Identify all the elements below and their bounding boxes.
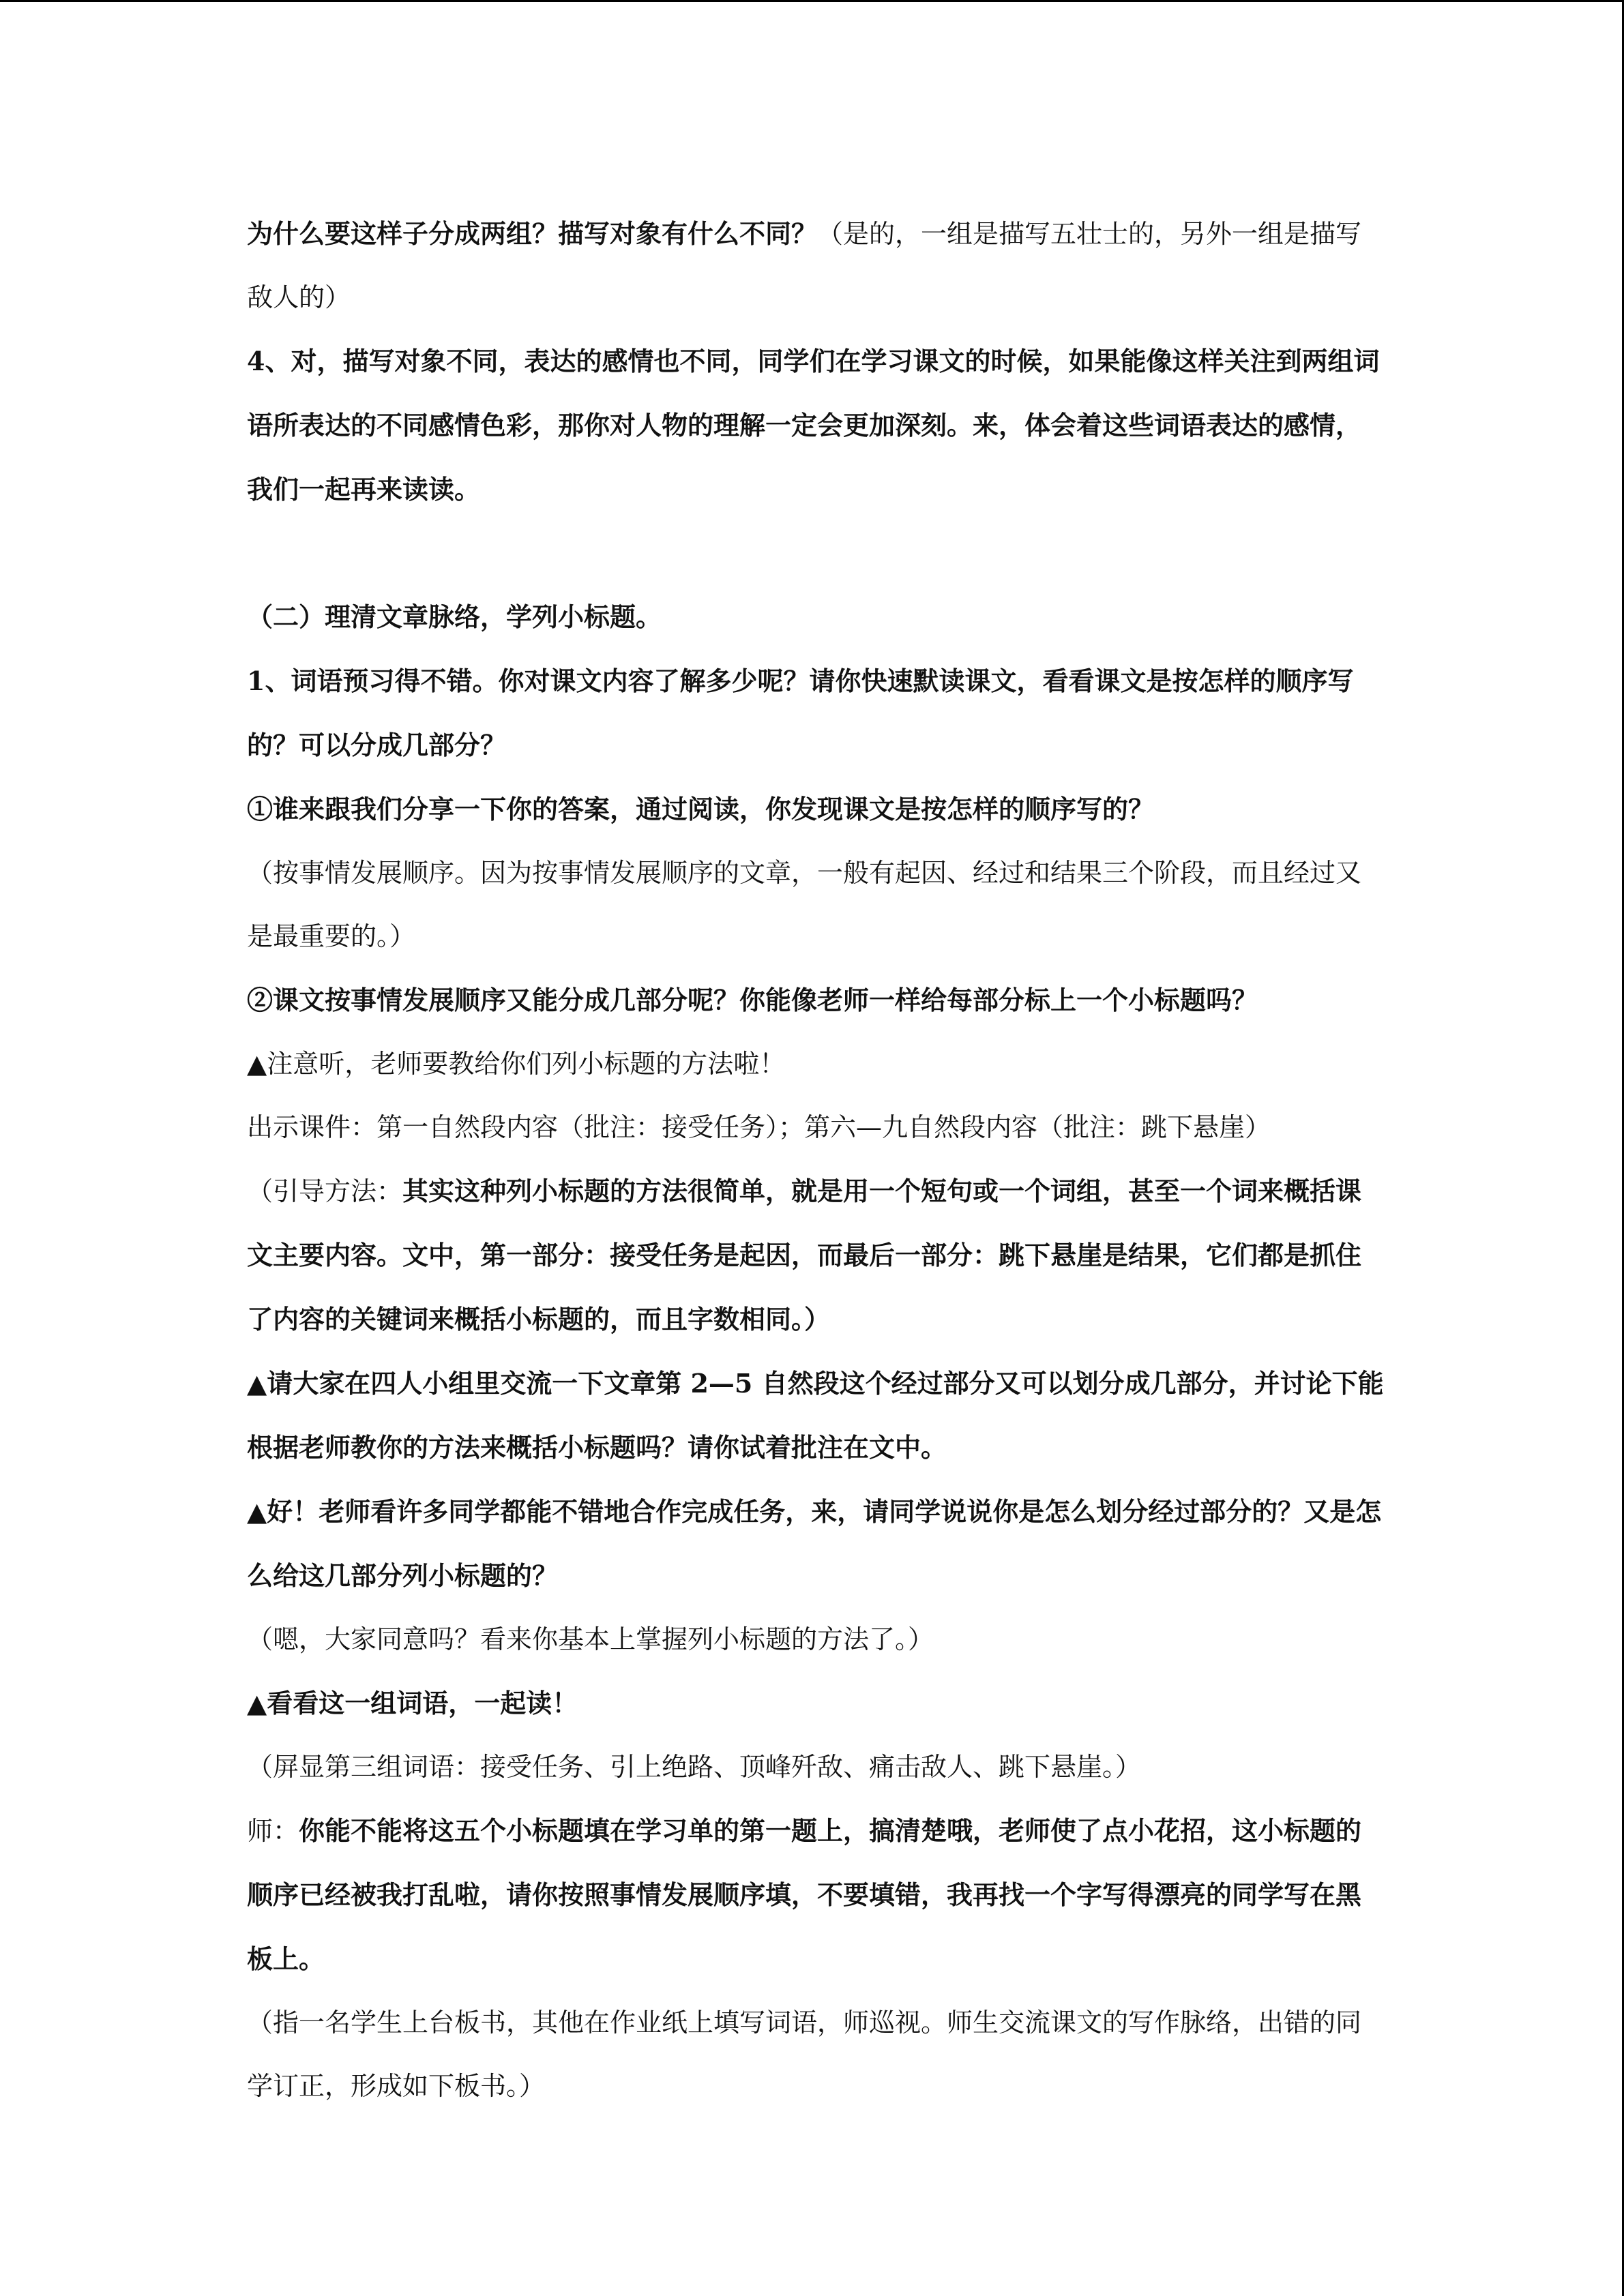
text-segment: ▲看看这一组词语，一起读！ bbox=[247, 1688, 578, 1718]
text-segment: （嗯，大家同意吗？看来你基本上掌握列小标题的方法了。） bbox=[247, 1624, 934, 1654]
text-segment: （二）理清文章脉络，学列小标题。 bbox=[247, 601, 662, 632]
paragraph-agree bbox=[247, 1608, 1386, 1671]
text-segment: （是的，一组是描写五壮士的，另外一组是描写敌人的） bbox=[247, 219, 1362, 312]
text-segment: （屏显第三组词语：接受任务、引上绝路、顶峰歼敌、痛击敌人、跳下悬崖。） bbox=[247, 1752, 1142, 1782]
paragraph-answer-order bbox=[247, 841, 1386, 968]
paragraph-item-2 bbox=[247, 968, 1386, 1032]
text-segment: 1、词语预习得不错。你对课文内容了解多少呢？请你快速默读课文，看看课文是按怎样的顺序写的？可以分成几部分？ bbox=[247, 666, 1354, 760]
paragraph-board-writing bbox=[247, 1991, 1386, 2118]
paragraph-share bbox=[247, 1480, 1386, 1608]
paragraph-group-question bbox=[247, 202, 1386, 329]
text-segment: 师： bbox=[247, 1816, 299, 1846]
text-segment: ▲请大家在四人小组里交流一下文章第 2—5 自然段这个经过部分又可以划分成几部分，并讨论下能根据老师教你的方法来概括小标题吗？请你试着批注在文中。 bbox=[247, 1368, 1384, 1463]
paragraph-step-1 bbox=[247, 649, 1386, 777]
document-page bbox=[247, 202, 1386, 2118]
paragraph-method bbox=[247, 1159, 1386, 1352]
text-segment: 为什么要这样子分成两组？描写对象有什么不同？ bbox=[247, 218, 818, 249]
text-segment: （引导方法： bbox=[247, 1176, 403, 1206]
blank-line bbox=[247, 522, 1386, 585]
text-segment: 4、对，描写对象不同，表达的感情也不同，同学们在学习课文的时候，如果能像这样关注到两组词语所表达的不同感情色彩，那你对人物的理解一定会更加深刻。来，体会着这些词语表达的感情，我们一起再来读读。 bbox=[247, 346, 1380, 505]
text-segment: 你能不能将这五个小标题填在学习单的第一题上，搞清楚哦，老师使了点小花招，这小标题的顺序已经被我打乱啦，请你按照事情发展顺序填，不要填错，我再找一个字写得漂亮的同学写在黑板上。 bbox=[247, 1815, 1362, 1974]
text-segment: ②课文按事情发展顺序又能分成几部分呢？你能像老师一样给每部分标上一个小标题吗？ bbox=[247, 985, 1258, 1015]
paragraph-courseware bbox=[247, 1096, 1386, 1159]
paragraph-teacher-task bbox=[247, 1799, 1386, 1991]
text-segment: ①谁来跟我们分享一下你的答案，通过阅读，你发现课文是按怎样的顺序写的？ bbox=[247, 794, 1155, 824]
text-segment: （按事情发展顺序。因为按事情发展顺序的文章，一般有起因、经过和结果三个阶段，而且经过又是最重要的。） bbox=[247, 858, 1362, 951]
paragraph-read-together bbox=[247, 1671, 1386, 1735]
text-segment: ▲注意听，老师要教给你们列小标题的方法啦！ bbox=[247, 1049, 786, 1079]
paragraph-group-work bbox=[247, 1352, 1386, 1480]
text-segment: （指一名学生上台板书，其他在作业纸上填写词语，师巡视。师生交流课文的写作脉络，出错的同学订正，形成如下板书。） bbox=[247, 2008, 1362, 2101]
text-segment: 其实这种列小标题的方法很简单，就是用一个短句或一个词组，甚至一个词来概括课文主要内容。文中，第一部分：接受任务是起因，而最后一部分：跳下悬崖是结果，它们都是抓住了内容的关键词来概括小标题的，而且字数相同。） bbox=[247, 1176, 1362, 1335]
paragraph-step-4 bbox=[247, 329, 1386, 522]
paragraph-item-1 bbox=[247, 777, 1386, 841]
text-segment: ▲好！老师看许多同学都能不错地合作完成任务，来，请同学说说你是怎么划分经过部分的？又是怎么给这几部分列小标题的？ bbox=[247, 1496, 1382, 1591]
text-segment: 出示课件：第一自然段内容（批注：接受任务）；第六—九自然段内容（批注：跳下悬崖） bbox=[247, 1112, 1271, 1142]
section-heading bbox=[247, 585, 1386, 649]
paragraph-word-group-3 bbox=[247, 1735, 1386, 1799]
page-top-border bbox=[0, 0, 1624, 2]
paragraph-listen bbox=[247, 1032, 1386, 1096]
